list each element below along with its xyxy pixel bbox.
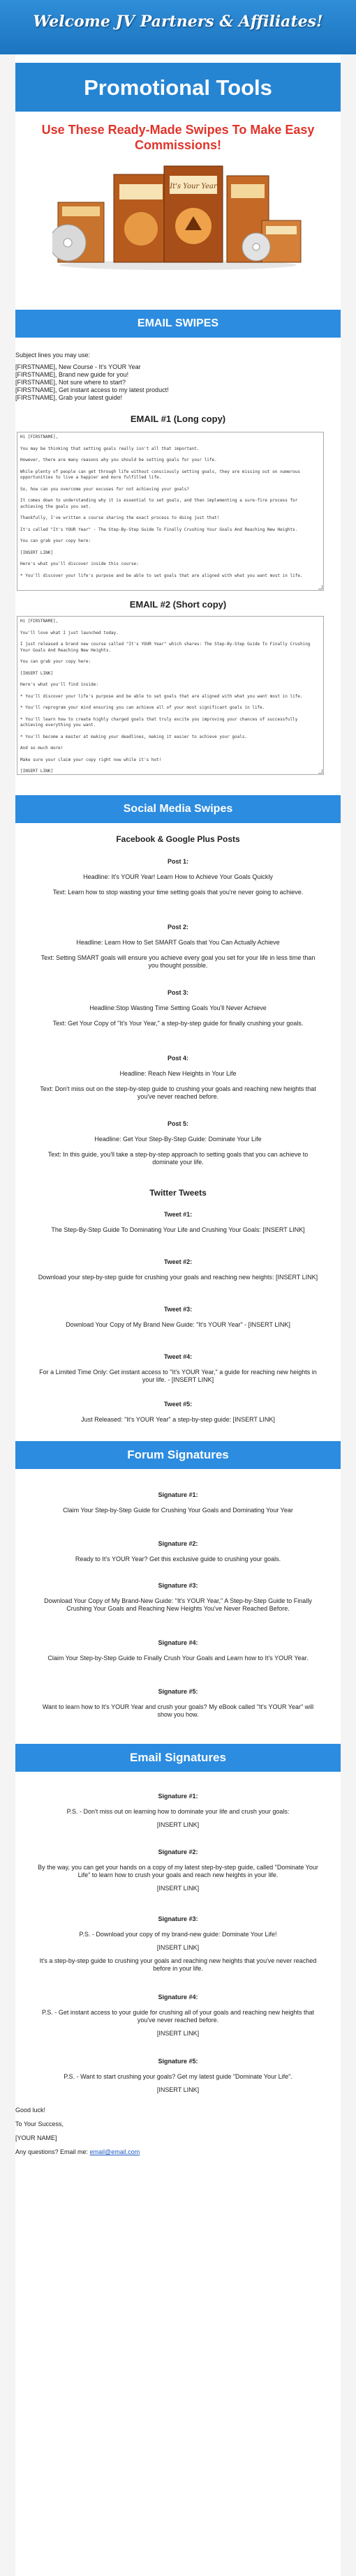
signature-line: P.S. - Get instant access to your guide for crushing all of your goals and reaching new heights that you've never reached before.	[41, 2009, 315, 2024]
email-signature	[36, 1915, 320, 1973]
email-1-paragraph: [INSERT LINK]	[20, 550, 53, 555]
post-label: Post 1:	[167, 858, 188, 865]
tweet-label: Tweet #5:	[163, 1401, 193, 1408]
post-headline: Headline:Stop Wasting Time Setting Goals You'll Never Achieve	[89, 1004, 267, 1011]
contact-prompt: Any questions? Email me:	[15, 2148, 89, 2155]
email-2-paragraph: You can grab your copy here:	[20, 659, 91, 664]
facebook-posts-heading: Facebook & Google Plus Posts	[116, 834, 240, 844]
social-post	[36, 989, 320, 1027]
email-signature	[36, 1848, 320, 1892]
signature-link: [INSERT LINK]	[156, 2086, 200, 2093]
email-2-paragraph: [INSERT LINK]	[20, 769, 53, 774]
social-post	[36, 858, 320, 896]
forum-signature	[36, 1688, 320, 1719]
email-2-paragraph: * You'll learn how to create highly charged goals that truly excite you improving your chances of successfully achieving everything you want.	[20, 716, 300, 728]
tweet-text: Download your step-by-step guide for crushing your goals and reaching new heights: [INSERT LINK]	[38, 1274, 318, 1281]
forum-signature	[36, 1491, 320, 1514]
email-1-paragraph: It comes down to understanding why it is essential to set goals, and then implementing a sure-fire process for achieving the goals you set.	[20, 498, 300, 509]
email-1-paragraph: However, there are many reasons why you should be setting goals for your life.	[20, 458, 217, 462]
email-2-heading: EMAIL #2 (Short copy)	[129, 599, 227, 610]
social-swipes-header: Social Media Swipes	[15, 795, 341, 823]
post-headline: Headline: Get Your Step-By-Step Guide: Dominate Your Life	[94, 1136, 262, 1143]
title-bar	[15, 63, 341, 112]
your-name-text: [YOUR NAME]	[15, 2134, 57, 2141]
email-2-paragraph: And so much more!	[20, 746, 64, 751]
tweet-text: For a Limited Time Only: Get instant access to "It's YOUR Year," a guide for reaching new heights in your life. - [INSERT LINK]	[39, 1369, 317, 1383]
signature-link: [INSERT LINK]	[156, 1944, 200, 1951]
email-2-paragraph: Make sure your claim your copy right now while it's hot!	[20, 757, 162, 762]
tweet-text: Just Released: "It's YOUR Year" a step-by-step guide: [INSERT LINK]	[81, 1416, 275, 1423]
signature-line: By the way, you can get your hands on a copy of my latest step-by-step guide, called "Dominate Your Life" to learn how to crush your goals and reach new heights in your life.	[38, 1864, 318, 1878]
product-cd-left	[52, 225, 86, 261]
signature-text: Download Your Copy of My Brand-New Guide: "It's YOUR Year," A Step-by-Step Guide to Finally Crushing Your Goals and Reaching New Heights You've Never Reached Before.	[44, 1597, 312, 1612]
subject-line: [FIRSTNAME], New Course - It's YOUR Year	[15, 363, 141, 370]
signature-label: Signature #3:	[158, 1915, 198, 1922]
email-2-paragraph: * You'll discover your life's purpose and be able to set goals that are aligned with what you want most in life.	[20, 693, 303, 699]
twitter-heading: Twitter Tweets	[149, 1188, 207, 1198]
tweet	[36, 1353, 320, 1384]
post-label: Post 5:	[167, 1120, 188, 1127]
tweet	[36, 1211, 320, 1234]
email-1-paragraph: Here's what you'll discover inside this course:	[20, 562, 139, 566]
email-2-paragraph: Here's what you'll find inside:	[20, 682, 98, 687]
email-1-paragraph: You may be thinking that setting goals really isn't all that important.	[20, 446, 200, 451]
forum-signature	[36, 1540, 320, 1563]
signature-text: Claim Your Step-by-Step Guide for Crushing Your Goals and Dominating Your Year	[63, 1507, 293, 1514]
page-title: Promotional Tools	[84, 75, 272, 100]
subject-line: [FIRSTNAME], Grab your latest guide!	[15, 394, 123, 401]
top-banner	[0, 0, 356, 54]
signature-label: Signature #1:	[158, 1491, 198, 1498]
resize-handle-icon[interactable]	[318, 585, 322, 589]
post-text: Text: Learn how to stop wasting your time setting goals that you're never going to achieve.	[52, 889, 304, 896]
forum-signature	[36, 1639, 320, 1662]
email-1-textarea[interactable]	[17, 432, 324, 591]
product-box-main	[114, 174, 168, 262]
email-signature	[36, 2058, 320, 2094]
post-text: Text: Don't miss out on the step-by-step guide to crushing your goals and reaching new heights that you've never reached before.	[40, 1085, 316, 1100]
tagline: Use These Ready-Made Swipes To Make Easy Commissions!	[41, 123, 315, 152]
signature-label: Signature #4:	[158, 1639, 198, 1646]
signature-text: Ready to It's YOUR Year? Get this exclusive guide to crushing your goals.	[75, 1556, 281, 1562]
post-text: Text: In this guide, you'll take a step-by-step approach to setting goals that you can achieve to dominate your life.	[47, 1151, 309, 1166]
email-1-paragraph: Thankfully, I've written a course sharing the exact process to doing just that!	[20, 515, 220, 520]
signature-link: [INSERT LINK]	[156, 2030, 200, 2037]
post-headline: Headline: Learn How to Set SMART Goals that You Can Actually Achieve	[76, 939, 280, 946]
post-text: Text: Setting SMART goals will ensure you achieve every goal you set for your life in less time than you thought possible.	[40, 954, 316, 969]
email-swipes-header: EMAIL SWIPES	[15, 310, 341, 338]
email-signatures-header: Email Signatures	[15, 1744, 341, 1772]
tweet	[36, 1258, 320, 1281]
subject-line: [FIRSTNAME], Brand new guide for you!	[15, 371, 129, 378]
email-2-paragraph: Hi [FIRSTNAME],	[20, 619, 59, 624]
email-2-paragraph: [INSERT LINK]	[20, 670, 53, 676]
signature-text: Want to learn how to It's YOUR Year and crush your goals? My eBook called "It's YOUR Year" will show you how.	[42, 1703, 314, 1718]
signature-label: Signature #3:	[158, 1582, 198, 1589]
subject-lines	[15, 352, 341, 402]
signature-link: [INSERT LINK]	[156, 1885, 200, 1892]
email-1-paragraph: * You'll discover your life's purpose and be able to set goals that are aligned with what you want most in life.	[20, 573, 303, 578]
email-1-paragraph: It's called "It's YOUR Year" - The Step-By-Step Guide To Finally Crushing Your Goals And Reaching New Heights.	[20, 527, 298, 532]
post-label: Post 3:	[167, 989, 188, 996]
email-2-textarea[interactable]	[17, 616, 324, 775]
signature-label: Signature #5:	[158, 1688, 198, 1695]
product-cd-right	[242, 233, 270, 261]
social-post	[36, 1055, 320, 1101]
signature-link: [INSERT LINK]	[156, 1821, 200, 1828]
signature-label: Signature #2:	[158, 1540, 198, 1547]
resize-handle-icon[interactable]	[318, 769, 322, 774]
social-post	[36, 924, 320, 970]
email-2-paragraph: You'll love what I just launched today.	[20, 630, 119, 635]
post-text: Text: Get Your Copy of "It's Your Year," a step-by-step guide for finally crushing your goals.	[52, 1020, 304, 1027]
email-2-paragraph: * You'll reprogram your mind ensuring you can achieve all of your most significant goals in life.	[20, 705, 265, 710]
signature-label: Signature #5:	[158, 2058, 198, 2065]
signature-label: Signature #1:	[158, 1793, 198, 1800]
subject-line: [FIRSTNAME], Not sure where to start?	[15, 379, 126, 386]
social-post	[36, 1120, 320, 1166]
subject-line: [FIRSTNAME], Get instant access to my latest product!	[15, 386, 169, 393]
email-signature	[36, 1793, 320, 1829]
good-luck-text: Good luck!	[15, 2107, 46, 2114]
tweet	[36, 1401, 320, 1424]
email-2-paragraph: * You'll become a master at making your deadlines, making it easier to achieve your goals.	[20, 734, 248, 739]
email-signature	[36, 1994, 320, 2038]
email-1-paragraph: Hi [FIRSTNAME],	[20, 435, 59, 439]
subject-intro: Subject lines you may use:	[15, 352, 91, 359]
signature-line: It's a step-by-step guide to crushing your goals and reaching new heights that you've never reached before in your life.	[39, 1957, 317, 1972]
post-label: Post 2:	[167, 924, 188, 931]
email-1-heading: EMAIL #1 (Long copy)	[130, 414, 226, 424]
signature-label: Signature #4:	[158, 1994, 198, 2001]
email-1-paragraph: While plenty of people can get through life without consciously setting goals, they are missing out on numerous opportunities to live a happier and more fulfilled life.	[20, 469, 303, 480]
post-headline: Headline: It's YOUR Year! Learn How to Achieve Your Goals Quickly	[83, 873, 273, 880]
email-1-paragraph: You can grab your copy here:	[20, 538, 91, 543]
email-1-paragraph: So, how can you overcome your excuses for not achieving your goals?	[20, 486, 190, 492]
forum-signatures-header: Forum Signatures	[15, 1441, 341, 1469]
closing	[15, 2107, 341, 2156]
welcome-heading: Welcome JV Partners & Affiliates!	[33, 13, 323, 31]
tweet-label: Tweet #1:	[163, 1211, 193, 1218]
forum-signature	[36, 1582, 320, 1613]
post-label: Post 4:	[167, 1055, 188, 1062]
tweet-label: Tweet #3:	[163, 1306, 193, 1313]
sign-off-text: To Your Success,	[15, 2121, 64, 2127]
product-image	[52, 160, 304, 271]
tweet-text: Download Your Copy of My Brand New Guide: "It's YOUR Year" - [INSERT LINK]	[66, 1321, 290, 1328]
content-sheet	[15, 54, 341, 2576]
contact-email-link[interactable]: email@email.com	[89, 2148, 140, 2155]
signature-line: P.S. - Don't miss out on learning how to dominate your life and crush your goals:	[66, 1808, 290, 1815]
email-2-paragraph: I just released a brand new course called "It's YOUR Year" which shares: The Step-By-Step Guide To Finally Crushing Your Goals And Reaching New Heights.	[20, 642, 313, 653]
product-brand-text: It's Your Year	[170, 183, 217, 190]
signature-label: Signature #2:	[158, 1848, 198, 1855]
tweet-label: Tweet #4:	[163, 1353, 193, 1360]
contact-line	[15, 2148, 341, 2156]
product-box-center	[164, 166, 223, 262]
tweet-text: The Step-By-Step Guide To Dominating Your Life and Crushing Your Goals: [INSERT LINK]	[51, 1226, 305, 1233]
signature-line: P.S. - Want to start crushing your goals? Get my latest guide "Dominate Your Life".	[64, 2073, 292, 2080]
post-headline: Headline: Reach New Heights in Your Life	[119, 1070, 237, 1077]
signature-line: P.S. - Download your copy of my brand-new guide: Dominate Your Life!	[79, 1931, 277, 1938]
tweet	[36, 1306, 320, 1329]
tweet-label: Tweet #2:	[163, 1258, 193, 1265]
signature-text: Claim Your Step-by-Step Guide to Finally Crush Your Goals and Learn how to It's YOUR Year.	[47, 1655, 309, 1662]
